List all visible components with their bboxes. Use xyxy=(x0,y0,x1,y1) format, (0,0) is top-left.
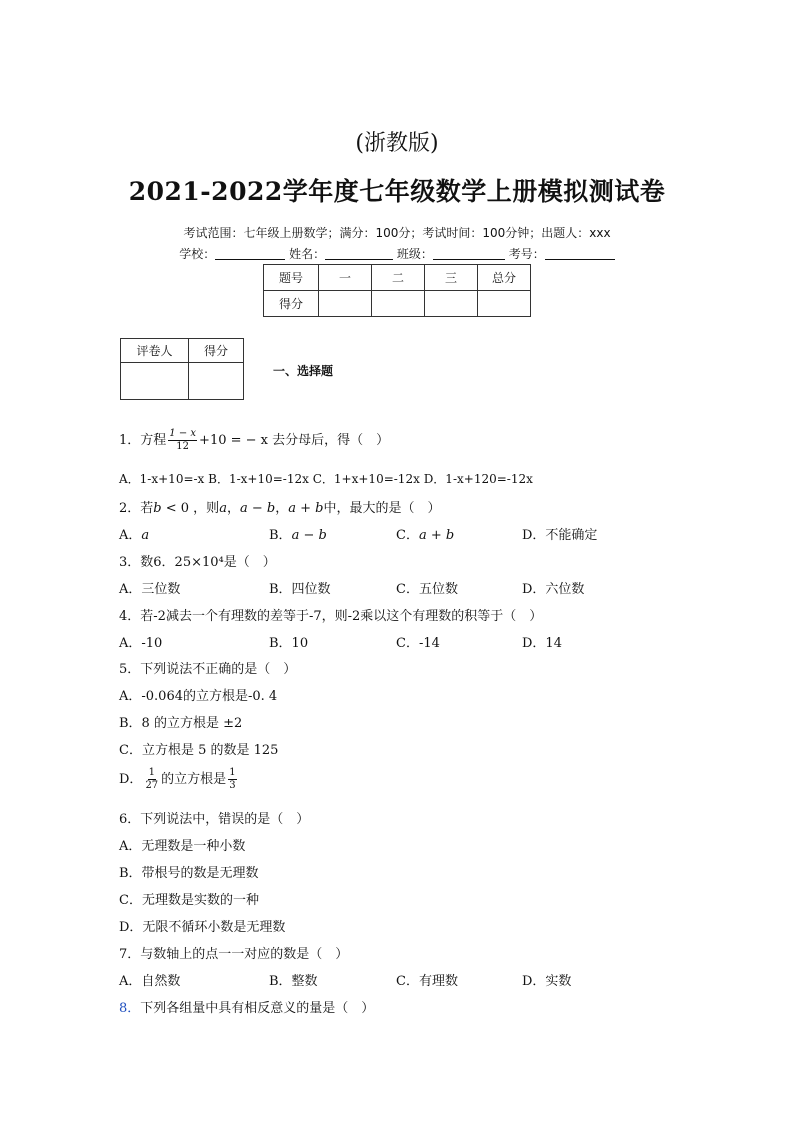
question-number: 5． xyxy=(119,662,141,677)
option-d[interactable]: D．不能确定 xyxy=(522,528,598,543)
question-7 xyxy=(119,943,348,962)
option-c[interactable]: C．有理数 xyxy=(396,974,458,989)
option-d[interactable]: D． $\frac{1}{27}$ 的立方根是 $\frac{1}{3}$ xyxy=(119,767,236,791)
score-header-cell: 三 xyxy=(425,265,478,291)
exam-subtitle: (浙教版) xyxy=(355,131,439,156)
option-c[interactable]: C．-14 xyxy=(396,636,440,651)
exam-title: 2021-2022学年度七年级数学上册模拟测试卷 xyxy=(128,177,666,206)
grader-header-cell: 评卷人 xyxy=(121,339,189,363)
question-number: 7． xyxy=(119,947,141,962)
question-number: 3． xyxy=(119,555,141,570)
score-table xyxy=(263,264,531,317)
option-b[interactable]: B．10 xyxy=(269,636,309,651)
score-cell[interactable] xyxy=(372,291,425,317)
fraction xyxy=(168,428,197,453)
score-cell[interactable] xyxy=(425,291,478,317)
fraction-numerator: 1 − x xyxy=(169,428,197,439)
option-a[interactable]: A．a xyxy=(119,528,150,543)
option-b[interactable]: B．整数 xyxy=(269,974,318,989)
question-5 xyxy=(119,658,296,677)
question-text: 中，最大的是（ ） xyxy=(323,501,441,516)
question-1 xyxy=(119,428,389,453)
question-6 xyxy=(119,808,309,827)
name-label: 姓名： xyxy=(289,247,326,261)
fraction: $\frac{1}{27}$ xyxy=(145,767,159,791)
exam-info-line: 考试范围：七年级上册数学；满分：100分；考试时间：100分钟；出题人：xxx xyxy=(183,226,611,240)
score-header-cell: 总分 xyxy=(478,265,531,291)
option-c[interactable]: C．1+x+10=-12x xyxy=(312,472,420,486)
question-number: 4． xyxy=(119,609,141,624)
question-text: 下列说法中，错误的是（ ） xyxy=(140,812,310,827)
grader-cell[interactable] xyxy=(121,363,189,400)
option-d[interactable]: D．1-x+120=-12x xyxy=(423,472,533,486)
grader-header-cell: 得分 xyxy=(189,339,244,363)
question-number: 8． xyxy=(119,1001,141,1016)
option-d[interactable]: D．无限不循环小数是无理数 xyxy=(119,920,286,935)
option-c[interactable]: C．五位数 xyxy=(396,582,458,597)
score-cell[interactable] xyxy=(478,291,531,317)
question-number: 2． xyxy=(119,501,141,516)
question-number: 1． xyxy=(119,433,141,448)
option-a[interactable]: A．-0.064的立方根是-0. 4 xyxy=(119,689,278,704)
option-a[interactable]: A．-10 xyxy=(119,636,163,651)
score-header-cell: 二 xyxy=(372,265,425,291)
question-4 xyxy=(119,605,542,624)
question-text: 方程 xyxy=(140,433,167,448)
option-b[interactable]: B．1-x+10=-12x xyxy=(208,472,309,486)
question-3 xyxy=(119,551,276,570)
question-2 xyxy=(119,497,440,516)
question-1-options xyxy=(119,470,533,487)
math-expr: a + b xyxy=(288,501,324,516)
question-number: 6． xyxy=(119,812,141,827)
option-d[interactable]: D．14 xyxy=(522,636,562,651)
question-text: 数6．25×10⁴是（ ） xyxy=(140,555,276,570)
question-text: 下列说法不正确的是（ ） xyxy=(140,662,297,677)
option-b[interactable]: B．8 的立方根是 ±2 xyxy=(119,716,243,731)
math-var: a xyxy=(219,501,227,516)
option-b[interactable]: B．四位数 xyxy=(269,582,331,597)
option-c[interactable]: C．a + b xyxy=(396,528,455,543)
option-a[interactable]: A．自然数 xyxy=(119,974,181,989)
class-blank[interactable] xyxy=(433,247,505,260)
grader-table xyxy=(120,338,244,400)
option-c[interactable]: C．无理数是实数的一种 xyxy=(119,893,259,908)
question-text: 下列各组量中具有相反意义的量是（ ） xyxy=(140,1001,375,1016)
option-c[interactable]: C．立方根是 5 的数是 125 xyxy=(119,743,279,758)
question-8 xyxy=(119,997,374,1016)
question-text: < 0 ，则 xyxy=(161,501,220,516)
number-label: 考号： xyxy=(508,247,545,261)
number-blank[interactable] xyxy=(545,247,615,260)
option-a[interactable]: A．1-x+10=-x xyxy=(119,472,205,486)
question-text: +10 = − x 去分母后，得（ ） xyxy=(199,433,390,448)
question-text: ， xyxy=(226,501,240,516)
question-text: ， xyxy=(275,501,289,516)
fraction-denominator: 12 xyxy=(176,441,190,452)
option-b[interactable]: B．a − b xyxy=(269,528,327,543)
score-header-cell: 题号 xyxy=(264,265,319,291)
score-header-cell: 一 xyxy=(319,265,372,291)
question-text: 与数轴上的点一一对应的数是（ ） xyxy=(140,947,349,962)
fraction: $\frac{1}{3}$ xyxy=(229,767,236,791)
question-text: 若 xyxy=(140,501,154,516)
section-title: 一、选择题 xyxy=(273,364,334,378)
option-a[interactable]: A．无理数是一种小数 xyxy=(119,839,246,854)
student-info-line xyxy=(0,245,794,262)
option-d[interactable]: D．六位数 xyxy=(522,582,585,597)
math-var: b xyxy=(153,501,162,516)
option-d[interactable]: D．实数 xyxy=(522,974,572,989)
option-b[interactable]: B．带根号的数是无理数 xyxy=(119,866,259,881)
math-expr: a − b xyxy=(239,501,276,516)
option-a[interactable]: A．三位数 xyxy=(119,582,181,597)
name-blank[interactable] xyxy=(325,247,393,260)
score-row-label: 得分 xyxy=(264,291,319,317)
score-cell[interactable] xyxy=(319,291,372,317)
grader-score-cell[interactable] xyxy=(189,363,244,400)
class-label: 班级： xyxy=(396,247,433,261)
school-blank[interactable] xyxy=(215,247,285,260)
school-label: 学校： xyxy=(179,247,216,261)
question-text: 若-2减去一个有理数的差等于-7，则-2乘以这个有理数的积等于（ ） xyxy=(140,609,543,624)
